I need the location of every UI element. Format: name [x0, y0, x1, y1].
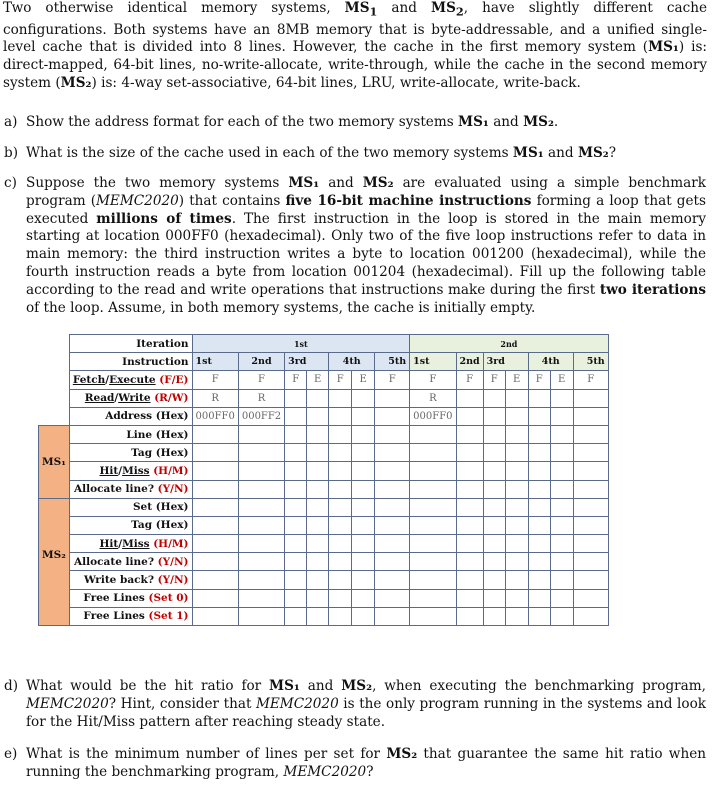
- question-d-label: d): [4, 678, 19, 694]
- ms2-tag-label: Tag (Hex): [69, 516, 192, 534]
- iteration-label: Iteration: [69, 335, 192, 353]
- iter1-instr-2: 2nd: [238, 353, 284, 371]
- question-a: a) Show the address format for each of the two memory systems MS₁ and MS₂.: [4, 114, 559, 130]
- question-d: d) What would be the hit ratio for MS₁ and MS₂, when executing the benchmarking program, MEMC2020? Hint, consider that MEMC2020 is the only program running in the systems and look for the Hit/Miss pattern after reaching steady state.: [4, 678, 706, 730]
- fe-cell: F: [285, 371, 307, 389]
- fe-cell: F: [238, 371, 284, 389]
- intro-paragraph: Two otherwise identical memory systems, $MS_1$ and $MS_2$, have slightly different cache configurations. Both systems have an 8MB memory that is byte-addressable, and a unified single-level cache that is divided into 8 lines. However, the cache in the first memory system (MS₁) is: direct-mapped, 64-bit lines, no-write-allocate, write-through, while the cache in the second memory system (MS₂) is: 4-way set-associative, 64-bit lines, LRU, write-allocate, write-back.: [3, 0, 708, 91]
- fe-cell: F: [456, 371, 483, 389]
- iteration-row: [39, 335, 609, 353]
- fe-cell: E: [352, 371, 375, 389]
- intro-text-4: ) is: 4-way set-associative, 64-bit lines, LRU, write-allocate, write-back.: [91, 74, 581, 91]
- question-e-label: e): [4, 746, 18, 762]
- iter1-instr-5: 5th: [375, 353, 410, 371]
- fe-cell: F: [375, 371, 410, 389]
- read-write-row: [39, 389, 609, 407]
- question-b: b) What is the size of the cache used in each of the two memory systems MS₁ and MS₂?: [4, 145, 617, 161]
- ms2-allocate-label: Allocate line? (Y/N): [69, 553, 192, 571]
- ms1-row-tag: [39, 444, 609, 462]
- question-c: c) Suppose the two memory systems MS₁ and MS₂ are evaluated using a simple benchmark program (MEMC2020) that contains five 16-bit machine instructions forming a loop that gets executed millions of times. The first instruction in the loop is stored in the main memory starting at location 000FF0 (hexadecimal). Only two of the five loop instructions refer to data in main memory: the third instruction writes a byte to location 001200 (hexadecimal), while the fourth instruction reads a byte from location 001204 (hexadecimal). Fill up the following table according to the read and write operations that instructions make during the first two iterations of the loop. Assume, in both memory systems, the cache is initially empty.: [4, 175, 706, 316]
- address-label: Address (Hex): [69, 407, 192, 425]
- fe-cell: F: [329, 371, 352, 389]
- ms2-ref: $MS_2$: [431, 0, 464, 19]
- iter1-instr-1: 1st: [192, 353, 238, 371]
- iter2-instr-4: 4th: [528, 353, 573, 371]
- fe-cell: F: [410, 371, 456, 389]
- question-c-label: c): [4, 175, 17, 191]
- rw-cell: R: [192, 389, 238, 407]
- iteration-1-header: 1st: [293, 338, 308, 349]
- address-cell: 000FF0: [410, 407, 456, 425]
- ms1-ref: $MS_1$: [344, 0, 378, 19]
- iter1-instr-4: 4th: [329, 353, 375, 371]
- ms2-writeback-label: Write back? (Y/N): [69, 571, 192, 589]
- ms1-line-label: Line (Hex): [69, 425, 192, 443]
- ms2-row-set: [39, 498, 609, 516]
- ms2-hitmiss-label: Hit/Miss (H/M): [69, 535, 192, 553]
- ms1-row-allocate: [39, 480, 609, 498]
- address-row: [39, 407, 609, 425]
- ms2-row-free1: [39, 607, 609, 625]
- question-b-label: b): [4, 145, 19, 161]
- read-write-label: Read/Write (R/W): [69, 389, 192, 407]
- fetch-execute-label: Fetch/Execute (F/E): [69, 371, 192, 389]
- ms2-row-hitmiss: [39, 535, 609, 553]
- fetch-execute-row: [39, 371, 609, 389]
- ms2-set-label: Set (Hex): [69, 498, 192, 516]
- intro-and: and: [377, 0, 432, 16]
- fe-cell: E: [307, 371, 329, 389]
- intro-text-3: ) is: direct-mapped, 64-bit lines, no-write-allocate, write-through, while the cache in the second memory system (: [3, 39, 708, 91]
- intro-text-2: , have slightly different cache configurations. Both systems have an 8MB memory that is byte-addressable, and a unified single-level cache that is divided into 8 lines. However, the cache in the first memory system (: [3, 0, 707, 56]
- iter2-instr-1: 1st: [410, 353, 456, 371]
- iter2-instr-3: 3rd: [483, 353, 528, 371]
- instruction-row: [39, 353, 609, 371]
- fe-cell: F: [483, 371, 505, 389]
- ms1-row-hitmiss: [39, 462, 609, 480]
- fe-cell: E: [505, 371, 528, 389]
- fe-cell: E: [550, 371, 573, 389]
- ms2-free1-label: Free Lines (Set 1): [69, 607, 192, 625]
- iter2-instr-5: 5th: [573, 353, 608, 371]
- fe-cell: F: [192, 371, 238, 389]
- ms2-row-allocate: [39, 553, 609, 571]
- ms1-hitmiss-label: Hit/Miss (H/M): [69, 462, 192, 480]
- rw-cell: R: [410, 389, 456, 407]
- iteration-2-header: 2nd: [500, 338, 518, 349]
- ms2-row-writeback: [39, 571, 609, 589]
- ms2-group-label: MS₂: [39, 498, 70, 625]
- cache-trace-table: [38, 334, 609, 626]
- rw-cell: R: [238, 389, 284, 407]
- address-cell: 000FF0: [192, 407, 238, 425]
- ms1-allocate-label: Allocate line? (Y/N): [69, 480, 192, 498]
- address-cell: 000FF2: [238, 407, 284, 425]
- ms2-row-tag: [39, 516, 609, 534]
- ms1-row-line: [39, 425, 609, 443]
- ms2-row-free0: [39, 589, 609, 607]
- ms1-tag-label: Tag (Hex): [69, 444, 192, 462]
- intro-text-1: Two otherwise identical memory systems,: [3, 0, 345, 16]
- question-a-label: a): [4, 114, 18, 130]
- iter1-instr-3: 3rd: [285, 353, 329, 371]
- iter2-instr-2: 2nd: [456, 353, 483, 371]
- question-e: e) What is the minimum number of lines per set for MS₂ that guarantee the same hit ratio when running the benchmarking program, MEMC2020?: [4, 746, 706, 780]
- fe-cell: F: [528, 371, 550, 389]
- fe-cell: F: [573, 371, 608, 389]
- ms2-free0-label: Free Lines (Set 0): [69, 589, 192, 607]
- ms1-group-label: MS₁: [39, 425, 70, 498]
- instruction-label: Instruction: [69, 353, 192, 371]
